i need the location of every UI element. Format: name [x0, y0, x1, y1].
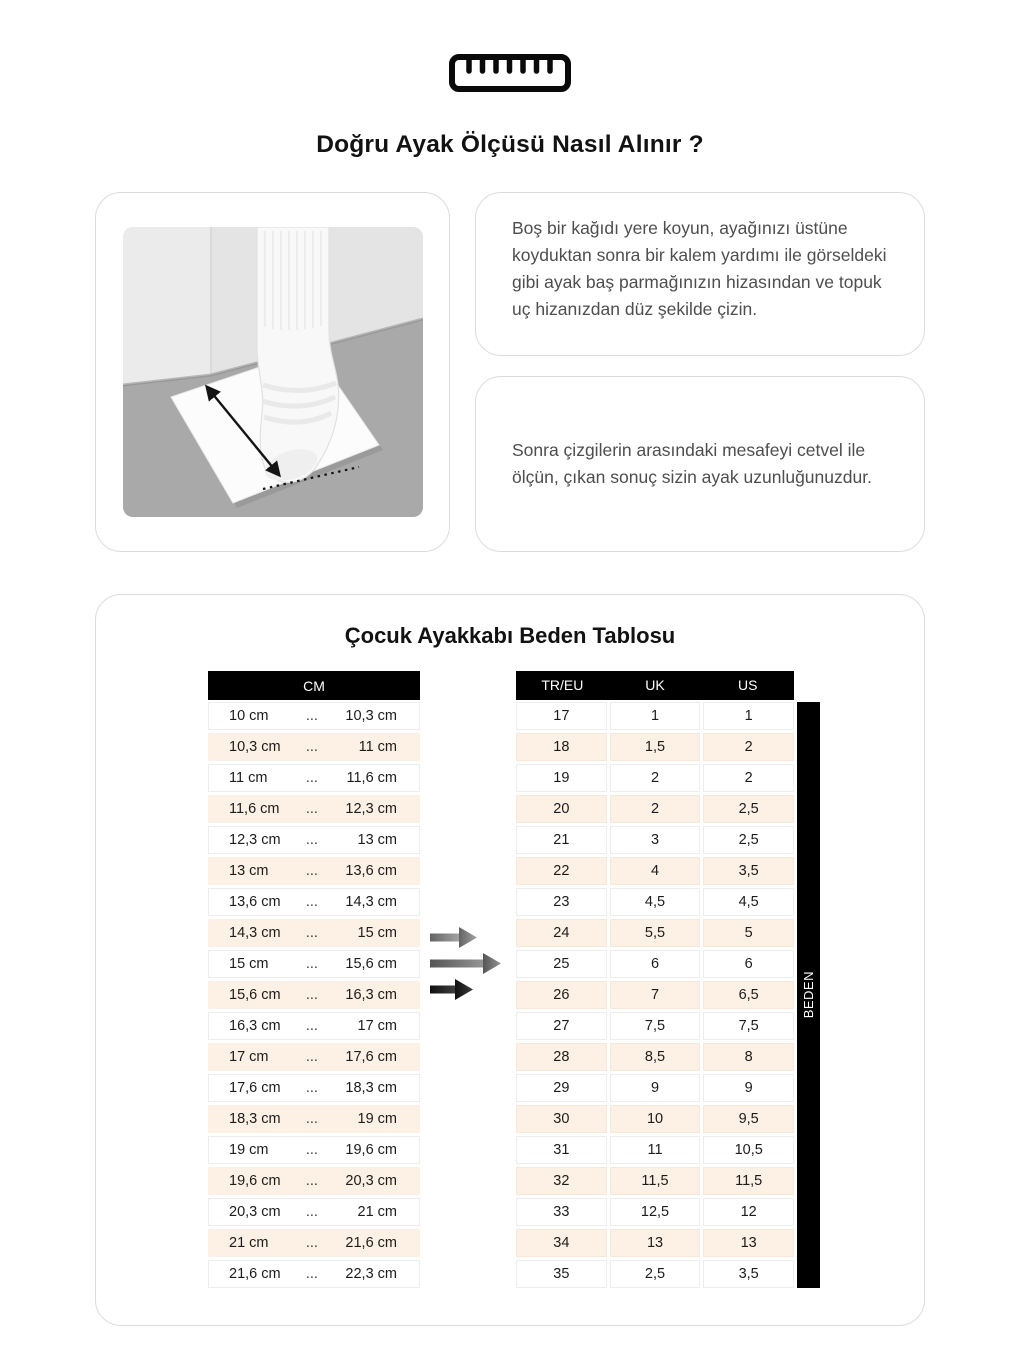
- us-value: 3,5: [703, 857, 794, 885]
- tr-eu-value: 19: [516, 764, 607, 792]
- cm-range-row: [208, 826, 420, 854]
- tr-eu-value: 33: [516, 1198, 607, 1226]
- uk-value: 6: [610, 950, 701, 978]
- tr-eu-value: 35: [516, 1260, 607, 1288]
- size-table-card: [95, 594, 925, 1326]
- size-table-body: [516, 702, 794, 1288]
- tr-eu-value: 34: [516, 1229, 607, 1257]
- size-row: [516, 764, 794, 792]
- cm-from-value: 13 cm: [229, 863, 269, 879]
- tr-eu-value: 25: [516, 950, 607, 978]
- cm-to-value: 13 cm: [357, 832, 397, 848]
- cm-to-value: 17,6 cm: [345, 1049, 397, 1065]
- cm-range-row: [208, 1105, 420, 1133]
- size-col-header: US: [737, 677, 758, 693]
- cm-to-value: 12,3 cm: [345, 801, 397, 817]
- us-value: 9,5: [703, 1105, 794, 1133]
- cm-from-value: 11 cm: [229, 770, 268, 786]
- cm-range-separator: ...: [305, 1204, 318, 1220]
- size-row: [516, 826, 794, 854]
- tr-eu-value: 22: [516, 857, 607, 885]
- cm-to-value: 17 cm: [357, 1018, 397, 1034]
- international-size-table: [516, 671, 820, 1291]
- cm-range-separator: ...: [305, 1111, 318, 1127]
- tr-eu-value: 23: [516, 888, 607, 916]
- size-row: [516, 1074, 794, 1102]
- tr-eu-value: 20: [516, 795, 607, 823]
- size-row: [516, 888, 794, 916]
- cm-to-value: 11,6 cm: [346, 770, 397, 786]
- size-row: [516, 1043, 794, 1071]
- cm-to-value: 10,3 cm: [345, 708, 397, 724]
- cm-range-separator: ...: [305, 863, 318, 879]
- cm-to-value: 19,6 cm: [345, 1142, 397, 1158]
- size-tables: [96, 649, 924, 1291]
- cm-range-row: [208, 857, 420, 885]
- cm-range-row: [208, 1043, 420, 1071]
- cm-to-value: 11 cm: [358, 739, 397, 755]
- cm-range-separator: ...: [305, 832, 318, 848]
- cm-range-separator: ...: [305, 801, 318, 817]
- cm-range-separator: ...: [305, 894, 318, 910]
- ruler-icon: [0, 54, 1020, 97]
- tr-eu-value: 21: [516, 826, 607, 854]
- us-value: 4,5: [703, 888, 794, 916]
- uk-value: 5,5: [610, 919, 701, 947]
- uk-value: 2: [610, 795, 701, 823]
- cm-range-separator: ...: [305, 1142, 318, 1158]
- tr-eu-value: 29: [516, 1074, 607, 1102]
- cm-range-row: [208, 950, 420, 978]
- uk-value: 1: [610, 702, 701, 730]
- us-value: 5: [703, 919, 794, 947]
- tr-eu-value: 27: [516, 1012, 607, 1040]
- measurement-photo-card: [95, 192, 450, 552]
- cm-from-value: 18,3 cm: [229, 1111, 281, 1127]
- uk-value: 7,5: [610, 1012, 701, 1040]
- size-table-columns: [516, 671, 794, 1291]
- cm-range-row: [208, 1260, 420, 1288]
- cm-range-row: [208, 795, 420, 823]
- size-row: [516, 1136, 794, 1164]
- cm-from-value: 10,3 cm: [229, 739, 281, 755]
- size-row: [516, 1012, 794, 1040]
- cm-range-separator: ...: [305, 739, 318, 755]
- uk-value: 9: [610, 1074, 701, 1102]
- cm-to-value: 19 cm: [357, 1111, 397, 1127]
- cm-from-value: 17 cm: [229, 1049, 269, 1065]
- uk-value: 2,5: [610, 1260, 701, 1288]
- size-row: [516, 733, 794, 761]
- cm-range-separator: ...: [305, 1266, 318, 1282]
- instruction-card-2: [475, 376, 925, 552]
- size-col-header: TR/EU: [541, 677, 584, 693]
- size-row: [516, 919, 794, 947]
- cm-range-separator: ...: [305, 956, 318, 972]
- tr-eu-value: 17: [516, 702, 607, 730]
- size-row: [516, 1198, 794, 1226]
- cm-range-row: [208, 733, 420, 761]
- size-row: [516, 702, 794, 730]
- us-value: 13: [703, 1229, 794, 1257]
- instruction-cards: [475, 192, 925, 552]
- size-row: [516, 857, 794, 885]
- uk-value: 11: [610, 1136, 701, 1164]
- us-value: 2: [703, 764, 794, 792]
- page-title: Doğru Ayak Ölçüsü Nasıl Alınır ?: [316, 131, 704, 158]
- right-arrows-icon: [430, 923, 502, 1001]
- cm-range-row: [208, 981, 420, 1009]
- instruction-text-2: Sonra çizgilerin arasındaki mesafeyi cetvel ile ölçün, çıkan sonuç sizin ayak uzunluğunuzdur.: [512, 439, 872, 487]
- us-value: 9: [703, 1074, 794, 1102]
- cm-table: [208, 671, 420, 1291]
- cm-from-value: 13,6 cm: [229, 894, 281, 910]
- cm-from-value: 21 cm: [229, 1235, 269, 1251]
- cm-range-separator: ...: [305, 1173, 318, 1189]
- cm-to-value: 21,6 cm: [345, 1235, 397, 1251]
- cm-to-value: 15,6 cm: [345, 956, 397, 972]
- cm-from-value: 17,6 cm: [229, 1080, 281, 1096]
- cm-to-value: 20,3 cm: [345, 1173, 397, 1189]
- uk-value: 4,5: [610, 888, 701, 916]
- cm-to-value: 18,3 cm: [345, 1080, 397, 1096]
- tr-eu-value: 24: [516, 919, 607, 947]
- cm-from-value: 16,3 cm: [229, 1018, 281, 1034]
- cm-from-value: 21,6 cm: [229, 1266, 281, 1282]
- us-value: 6,5: [703, 981, 794, 1009]
- cm-range-row: [208, 1198, 420, 1226]
- size-row: [516, 1167, 794, 1195]
- size-row: [516, 981, 794, 1009]
- arrows-column: [420, 671, 516, 1291]
- uk-value: 4: [610, 857, 701, 885]
- cm-to-value: 13,6 cm: [345, 863, 397, 879]
- cm-range-row: [208, 919, 420, 947]
- uk-value: 8,5: [610, 1043, 701, 1071]
- tr-eu-value: 26: [516, 981, 607, 1009]
- cm-to-value: 21 cm: [357, 1204, 397, 1220]
- tr-eu-value: 32: [516, 1167, 607, 1195]
- uk-value: 10: [610, 1105, 701, 1133]
- us-value: 1: [703, 702, 794, 730]
- size-table-header-row: [516, 671, 794, 700]
- us-value: 11,5: [703, 1167, 794, 1195]
- uk-value: 1,5: [610, 733, 701, 761]
- cm-from-value: 19,6 cm: [229, 1173, 281, 1189]
- us-value: 2,5: [703, 826, 794, 854]
- cm-range-row: [208, 888, 420, 916]
- cm-from-value: 10 cm: [229, 708, 269, 724]
- cm-to-value: 15 cm: [357, 925, 397, 941]
- size-row: [516, 795, 794, 823]
- cm-range-row: [208, 1074, 420, 1102]
- uk-value: 2: [610, 764, 701, 792]
- cm-range-separator: ...: [305, 770, 318, 786]
- size-row: [516, 1105, 794, 1133]
- us-value: 8: [703, 1043, 794, 1071]
- tr-eu-value: 18: [516, 733, 607, 761]
- beden-side-label: BEDEN: [801, 971, 816, 1019]
- beden-side-bar: [797, 702, 820, 1288]
- cm-from-value: 15 cm: [229, 956, 269, 972]
- cm-table-body: [208, 702, 420, 1288]
- tr-eu-value: 30: [516, 1105, 607, 1133]
- cm-range-separator: ...: [305, 925, 318, 941]
- cm-to-value: 14,3 cm: [345, 894, 397, 910]
- size-col-header: UK: [645, 677, 665, 693]
- cm-from-value: 14,3 cm: [229, 925, 281, 941]
- cm-from-value: 15,6 cm: [229, 987, 281, 1003]
- us-value: 2,5: [703, 795, 794, 823]
- uk-value: 11,5: [610, 1167, 701, 1195]
- cm-range-row: [208, 702, 420, 730]
- instruction-text-1: Boş bir kağıdı yere koyun, ayağınızı üstüne koyduktan sonra bir kalem yardımı ile görseldeki gibi ayak baş parmağınızın hizasından ve topuk uç hizanızdan düz şekilde çizin.: [512, 218, 887, 320]
- cm-range-row: [208, 1012, 420, 1040]
- us-value: 3,5: [703, 1260, 794, 1288]
- size-row: [516, 950, 794, 978]
- tr-eu-value: 31: [516, 1136, 607, 1164]
- cm-from-value: 11,6 cm: [229, 801, 280, 817]
- cm-range-separator: ...: [305, 1049, 318, 1065]
- us-value: 2: [703, 733, 794, 761]
- uk-value: 7: [610, 981, 701, 1009]
- instruction-card-1: [475, 192, 925, 356]
- us-value: 10,5: [703, 1136, 794, 1164]
- foot-measurement-photo: [123, 227, 423, 517]
- cm-range-separator: ...: [305, 1235, 318, 1251]
- cm-range-row: [208, 1136, 420, 1164]
- uk-value: 13: [610, 1229, 701, 1257]
- cm-range-row: [208, 764, 420, 792]
- cm-range-row: [208, 1167, 420, 1195]
- uk-value: 3: [610, 826, 701, 854]
- cm-range-separator: ...: [305, 1018, 318, 1034]
- size-row: [516, 1260, 794, 1288]
- us-value: 12: [703, 1198, 794, 1226]
- cm-range-separator: ...: [305, 1080, 318, 1096]
- us-value: 6: [703, 950, 794, 978]
- cm-range-separator: ...: [305, 987, 318, 1003]
- cm-to-value: 16,3 cm: [345, 987, 397, 1003]
- us-value: 7,5: [703, 1012, 794, 1040]
- cm-from-value: 20,3 cm: [229, 1204, 281, 1220]
- cm-table-header: CM: [208, 671, 420, 700]
- cm-range-separator: ...: [305, 708, 318, 724]
- uk-value: 12,5: [610, 1198, 701, 1226]
- page-header: [0, 0, 1020, 159]
- instructions-section: [95, 192, 925, 552]
- size-table-title: Çocuk Ayakkabı Beden Tablosu: [344, 623, 676, 648]
- tr-eu-value: 28: [516, 1043, 607, 1071]
- cm-from-value: 19 cm: [229, 1142, 269, 1158]
- size-row: [516, 1229, 794, 1257]
- cm-range-row: [208, 1229, 420, 1257]
- cm-to-value: 22,3 cm: [345, 1266, 397, 1282]
- cm-from-value: 12,3 cm: [229, 832, 281, 848]
